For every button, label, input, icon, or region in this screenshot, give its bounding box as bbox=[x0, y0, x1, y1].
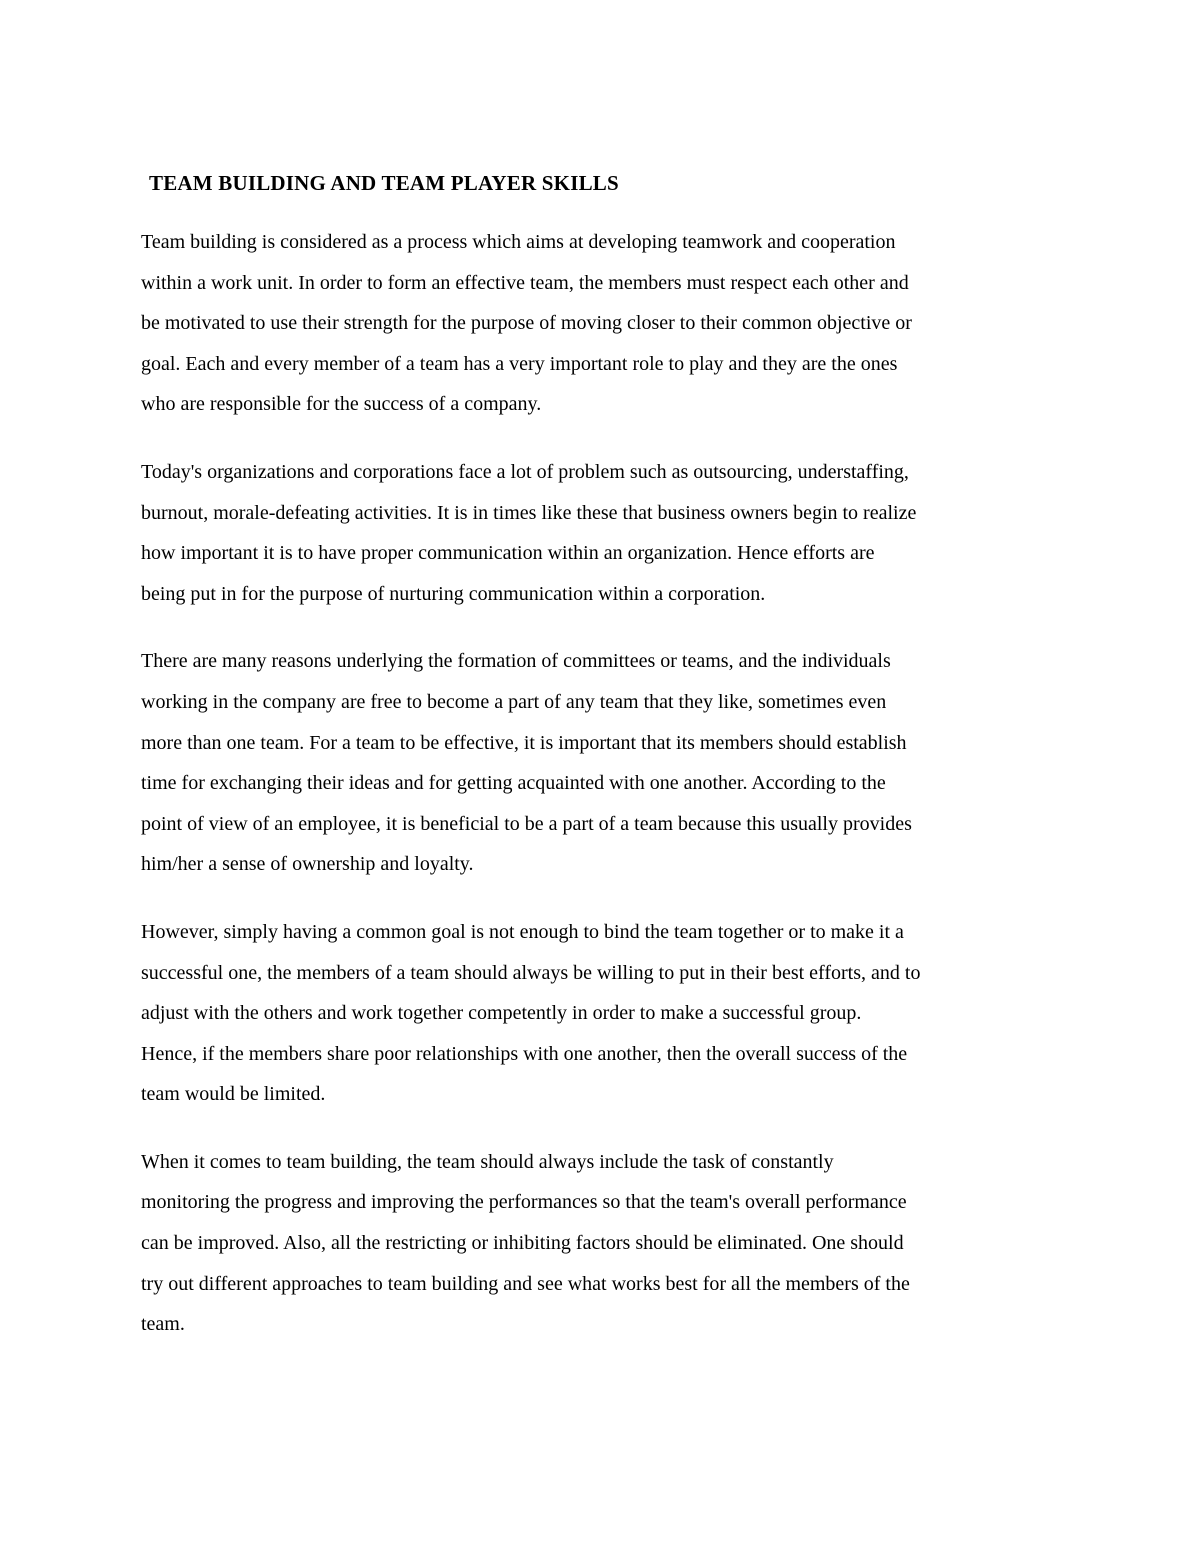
text-line: team. bbox=[141, 1313, 185, 1336]
text-line: burnout, morale-defeating activities. It is in times like these that business owners begin to realize bbox=[141, 501, 917, 524]
text-line: However, simply having a common goal is not enough to bind the team together or to make it a bbox=[141, 920, 904, 943]
paragraph-1 bbox=[141, 222, 1081, 425]
document-title: TEAM BUILDING AND TEAM PLAYER SKILLS bbox=[149, 171, 619, 195]
document-body bbox=[141, 222, 1081, 1372]
text-line: When it comes to team building, the team should always include the task of constantly bbox=[141, 1150, 834, 1173]
text-line: who are responsible for the success of a company. bbox=[141, 393, 542, 416]
paragraph-2 bbox=[141, 452, 1081, 614]
text-line: point of view of an employee, it is beneficial to be a part of a team because this usually provides bbox=[141, 812, 912, 835]
text-line: goal. Each and every member of a team has a very important role to play and they are the ones bbox=[141, 352, 898, 375]
text-line: him/her a sense of ownership and loyalty. bbox=[141, 853, 474, 876]
text-line: adjust with the others and work together competently in order to make a successful group. bbox=[141, 1002, 862, 1025]
text-line: can be improved. Also, all the restricting or inhibiting factors should be eliminated. One should bbox=[141, 1232, 904, 1255]
text-line: try out different approaches to team building and see what works best for all the members of the bbox=[141, 1272, 910, 1295]
text-line: Team building is considered as a process which aims at developing teamwork and cooperation bbox=[141, 231, 896, 253]
paragraph-5 bbox=[141, 1142, 1081, 1345]
text-line: more than one team. For a team to be effective, it is important that its members should establish bbox=[141, 731, 907, 754]
text-line: being put in for the purpose of nurturing communication within a corporation. bbox=[141, 582, 766, 605]
text-line: Hence, if the members share poor relationships with one another, then the overall success of the bbox=[141, 1042, 908, 1065]
text-line: be motivated to use their strength for the purpose of moving closer to their common objective or bbox=[141, 312, 912, 335]
text-line: successful one, the members of a team should always be willing to put in their best efforts, and to bbox=[141, 961, 921, 984]
paragraph-3 bbox=[141, 641, 1081, 885]
text-line: time for exchanging their ideas and for getting acquainted with one another. According to the bbox=[141, 772, 886, 795]
text-line: working in the company are free to become a part of any team that they like, sometimes even bbox=[141, 690, 887, 713]
text-line: within a work unit. In order to form an effective team, the members must respect each other and bbox=[141, 271, 909, 294]
text-line: There are many reasons underlying the formation of committees or teams, and the individuals bbox=[141, 650, 891, 673]
text-line: Today's organizations and corporations face a lot of problem such as outsourcing, understaffing, bbox=[141, 460, 909, 483]
paragraph-4 bbox=[141, 912, 1081, 1115]
text-line: team would be limited. bbox=[141, 1083, 326, 1106]
text-line: how important it is to have proper communication within an organization. Hence efforts are bbox=[141, 542, 875, 565]
text-line: monitoring the progress and improving the performances so that the team's overall performance bbox=[141, 1191, 907, 1214]
